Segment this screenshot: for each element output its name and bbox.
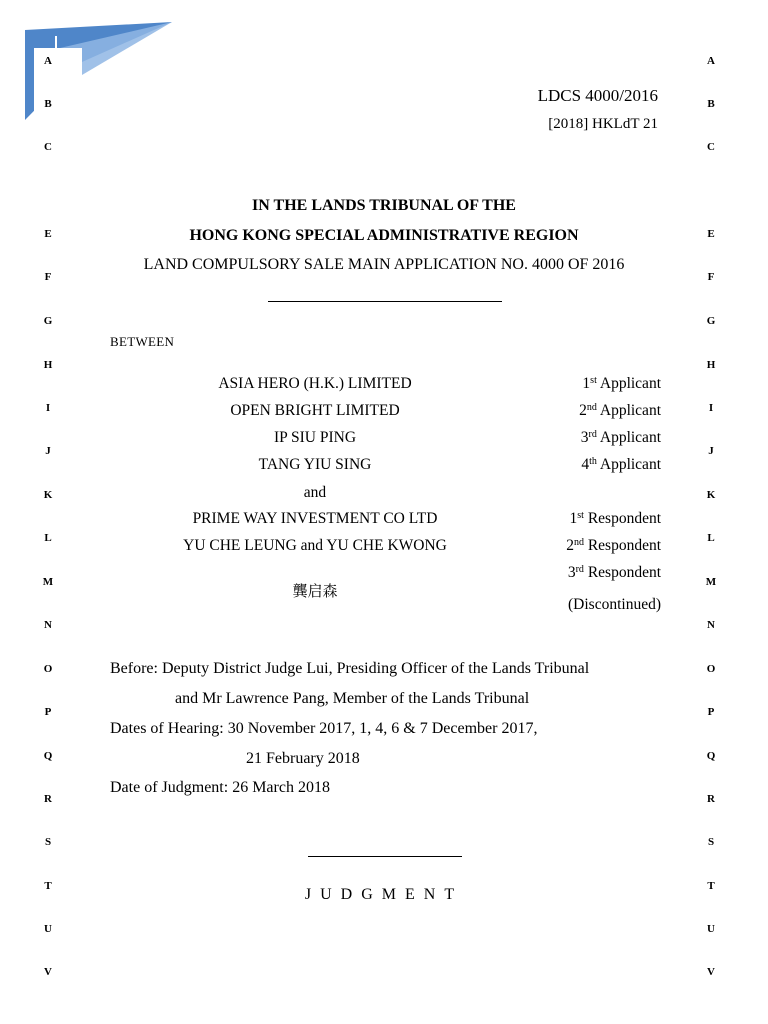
court-heading-line-1: IN THE LANDS TRIBUNAL OF THE [252, 197, 516, 214]
respondent-name: YU CHE LEUNG and YU CHE KWONG [183, 537, 447, 554]
judgment-divider [308, 856, 462, 857]
margin-letter: Q [43, 750, 53, 762]
margin-letter: N [707, 619, 715, 631]
respondent-name: PRIME WAY INVESTMENT CO LTD [192, 510, 438, 527]
hearing-dates-line-1: Dates of Hearing: 30 November 2017, 1, 4, 6 & 7 December 2017, [110, 720, 538, 737]
margin-letter: P [707, 706, 715, 718]
margin-letter: L [44, 532, 52, 544]
hearing-dates-line-2: 21 February 2018 [246, 750, 360, 767]
margin-letter: K [43, 489, 53, 501]
margin-letter: H [43, 359, 53, 371]
judgment-title: JUDGMENT [304, 886, 464, 903]
margin-letter: P [44, 706, 52, 718]
margin-letter: A [707, 55, 715, 67]
applicant-name: OPEN BRIGHT LIMITED [230, 402, 400, 419]
discontinued-note: (Discontinued) [568, 596, 661, 613]
margin-letter: J [708, 445, 714, 457]
applicant-name: ASIA HERO (H.K.) LIMITED [218, 375, 412, 392]
respondent-role: 1st Respondent [569, 510, 661, 527]
margin-letter: T [44, 880, 52, 892]
application-number: LAND COMPULSORY SALE MAIN APPLICATION NO. 4000 OF 2016 [143, 256, 625, 273]
citation: [2018] HKLdT 21 [548, 116, 658, 132]
margin-letter: S [44, 836, 52, 848]
court-heading-line-2: HONG KONG SPECIAL ADMINISTRATIVE REGION [189, 227, 579, 244]
margin-letter: G [43, 315, 53, 327]
applicant-role: 4th Applicant [581, 456, 661, 473]
respondent-role: 2nd Respondent [566, 537, 661, 554]
before-line-2: and Mr Lawrence Pang, Member of the Lands Tribunal [175, 690, 530, 707]
applicant-role: 1st Applicant [582, 375, 661, 392]
margin-letter: S [707, 836, 715, 848]
margin-letter: O [43, 663, 53, 675]
margin-letter: E [707, 228, 715, 240]
margin-letter: B [44, 98, 52, 110]
margin-letter: Q [706, 750, 716, 762]
margin-letter: L [707, 532, 715, 544]
judgment-date: Date of Judgment: 26 March 2018 [110, 779, 330, 796]
and-separator: and [303, 484, 327, 501]
margin-letter: K [706, 489, 716, 501]
margin-letter: U [44, 923, 52, 935]
margin-letter: C [707, 141, 715, 153]
case-number: LDCS 4000/2016 [537, 86, 658, 105]
margin-letter: M [705, 576, 717, 588]
applicant-role: 3rd Applicant [580, 429, 661, 446]
between-label: BETWEEN [110, 334, 175, 349]
corner-logo-graphic [0, 0, 180, 130]
respondent-name: 龔启森 [292, 582, 338, 600]
margin-letter: C [44, 141, 52, 153]
heading-divider [268, 301, 502, 302]
margin-letter: V [44, 966, 52, 978]
margin-letter: F [707, 271, 715, 283]
margin-letter: E [44, 228, 52, 240]
margin-letter: J [45, 445, 51, 457]
margin-letter: T [707, 880, 715, 892]
margin-letter: H [706, 359, 716, 371]
margin-letter: R [707, 793, 715, 805]
before-line-1: Before: Deputy District Judge Lui, Presiding Officer of the Lands Tribunal [110, 660, 590, 677]
applicant-role: 2nd Applicant [579, 402, 661, 419]
margin-letter: O [706, 663, 716, 675]
margin-letter: U [707, 923, 715, 935]
applicant-name: TANG YIU SING [258, 456, 372, 473]
margin-letter: R [44, 793, 52, 805]
margin-letter: F [44, 271, 52, 283]
margin-letter: G [706, 315, 716, 327]
margin-letter: I [45, 402, 51, 414]
margin-letter: N [44, 619, 52, 631]
margin-letter: M [42, 576, 54, 588]
applicant-name: IP SIU PING [273, 429, 357, 446]
margin-letter: B [707, 98, 715, 110]
margin-letter: V [707, 966, 715, 978]
margin-letter: A [44, 55, 52, 67]
respondent-role: 3rd Respondent [567, 564, 661, 581]
margin-letter: I [708, 402, 714, 414]
